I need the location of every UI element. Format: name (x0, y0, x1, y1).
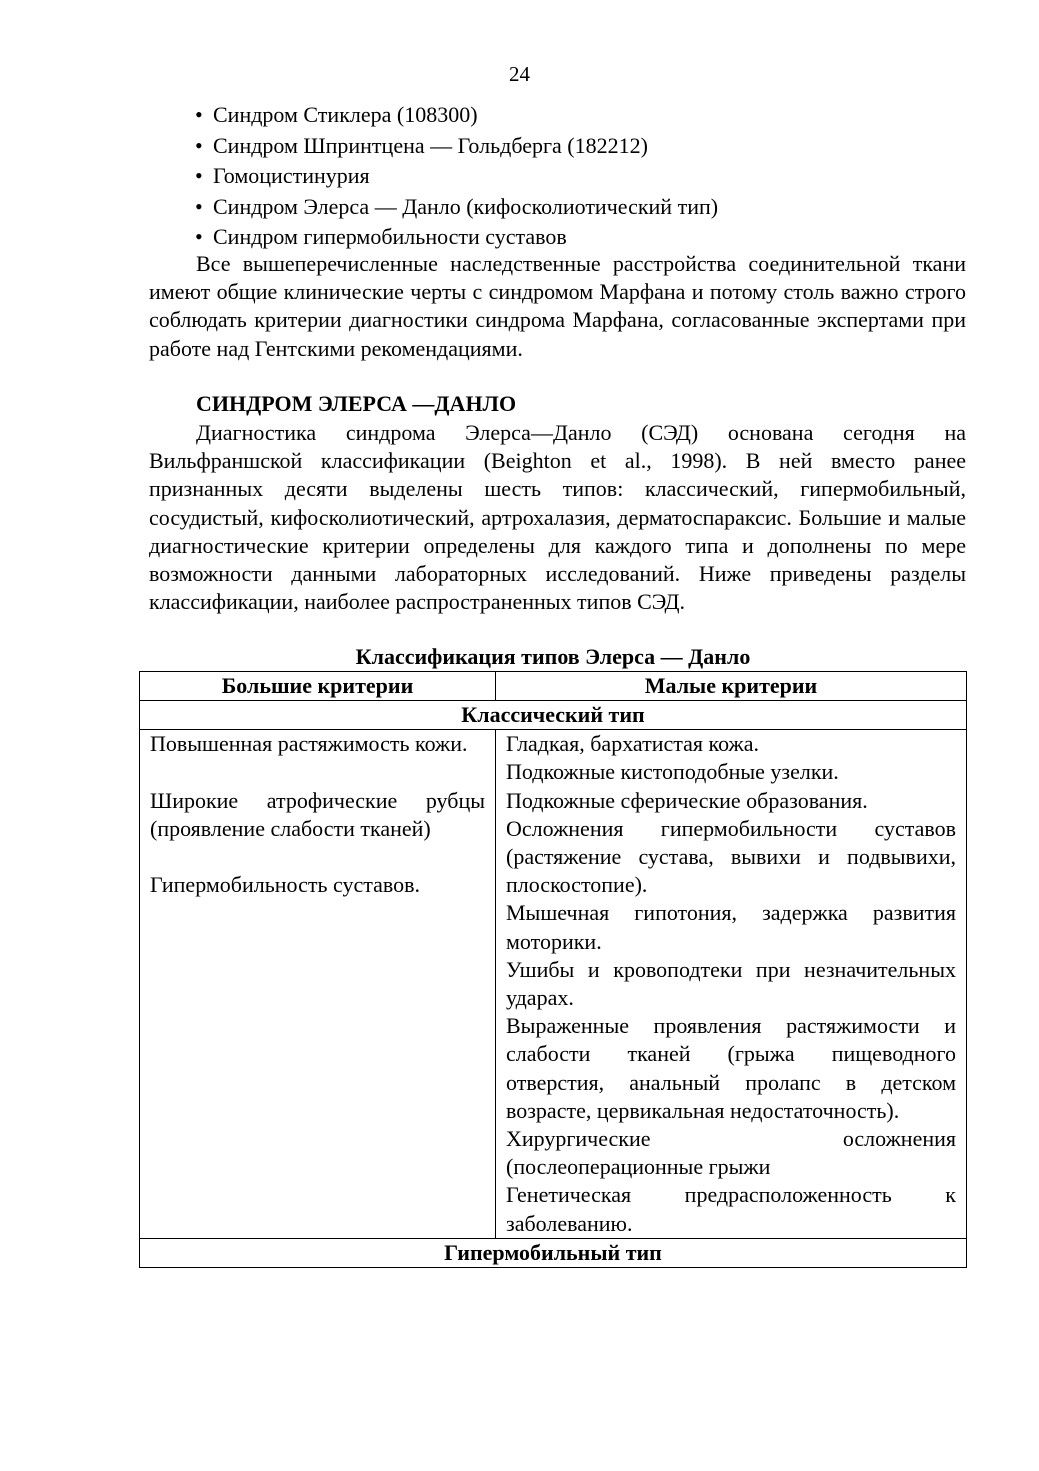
section-title-classic: Классический тип (140, 701, 967, 730)
minor-criteria-header: Малые критерии (496, 672, 967, 701)
major-criterion: Повышенная растяжимость кожи. (150, 731, 468, 757)
major-criterion: Широкие атрофические рубцы (проявление слабости тканей) (150, 787, 485, 841)
bullet-icon: • (195, 193, 203, 219)
section-row (140, 1238, 967, 1267)
list-item: • Синдром гипермобильности суставов (195, 222, 718, 253)
table-header-row (140, 672, 967, 701)
minor-criterion: Генетическая предрасположенность к заболеванию. (506, 1182, 956, 1236)
major-criteria-cell (140, 730, 496, 1239)
criteria-table (139, 671, 967, 1268)
minor-criterion: Гладкая, бархатистая кожа. (506, 731, 760, 757)
minor-criterion: Осложнения гипермобильности суставов (растяжение сустава, вывихи и подвывихи, плоскостопие). (506, 815, 956, 898)
bullet-icon: • (195, 102, 203, 127)
list-item: • Синдром Шпринтцена — Гольдберга (182212) (195, 131, 718, 162)
intro-paragraph: Все вышеперечисленные наследственные расстройства соединительной ткани имеют общие клинические черты с синдромом Марфана и потому столь важно строго соблюдать критерии диагностики синдрома Марфана, согласованные экспертами при работе над Гентскими рекомендациями. (149, 251, 966, 361)
section-row (140, 701, 967, 730)
table-caption: Классификация типов Элерса — Данло (355, 644, 751, 669)
classification-paragraph: Диагностика синдрома Элерса—Данло (СЭД) основана сегодня на Вильфраншской классификации (Beighton et al., 1998). В ней вместо ранее признанных десяти выделены шесть типов: классический, гипермобильный, сосудистый, кифосколиотический, артрохалазия, дерматоспараксис. Большие и малые диагностические критерии определены для каждого типа и дополнены по мере возможности данными лабораторных исследований. Ниже приведены разделы классификации, наиболее распространенных типов СЭД. (149, 420, 966, 615)
syndrome-list (195, 100, 718, 253)
list-item: • Синдром Стиклера (108300) (195, 100, 718, 131)
bullet-icon: • (195, 224, 203, 249)
major-criteria-header: Большие критерии (140, 672, 496, 701)
page-number: 24 (509, 62, 530, 86)
minor-criteria-cell (496, 730, 967, 1239)
minor-criterion: Ушибы и кровоподтеки при незначительных ударах. (506, 956, 956, 1011)
major-criterion: Гипермобильность суставов. (150, 872, 421, 898)
section-heading: СИНДРОМ ЭЛЕРСА —ДАНЛО (196, 391, 517, 416)
minor-criterion: Выраженные проявления растяжимости и слабости тканей (грыжа пищеводного отверстия, анальный пролапс в детском возрасте, цервикальная недостаточность). (506, 1013, 956, 1123)
list-item: • Гомоцистинурия (195, 161, 718, 192)
minor-criterion: Мышечная гипотония, задержка развития моторики. (506, 900, 956, 954)
bullet-icon: • (195, 163, 203, 188)
list-item: • Синдром Элерса — Данло (кифосколиотический тип) (195, 192, 718, 223)
minor-criterion: Хирургические осложнения (послеоперационные грыжи (506, 1126, 956, 1180)
section-title-hypermobile: Гипермобильный тип (140, 1238, 967, 1267)
table-row (140, 730, 967, 1239)
bullet-icon: • (195, 132, 203, 158)
minor-criterion: Подкожные сферические образования. (506, 787, 868, 813)
minor-criterion: Подкожные кистоподобные узелки. (506, 759, 839, 785)
